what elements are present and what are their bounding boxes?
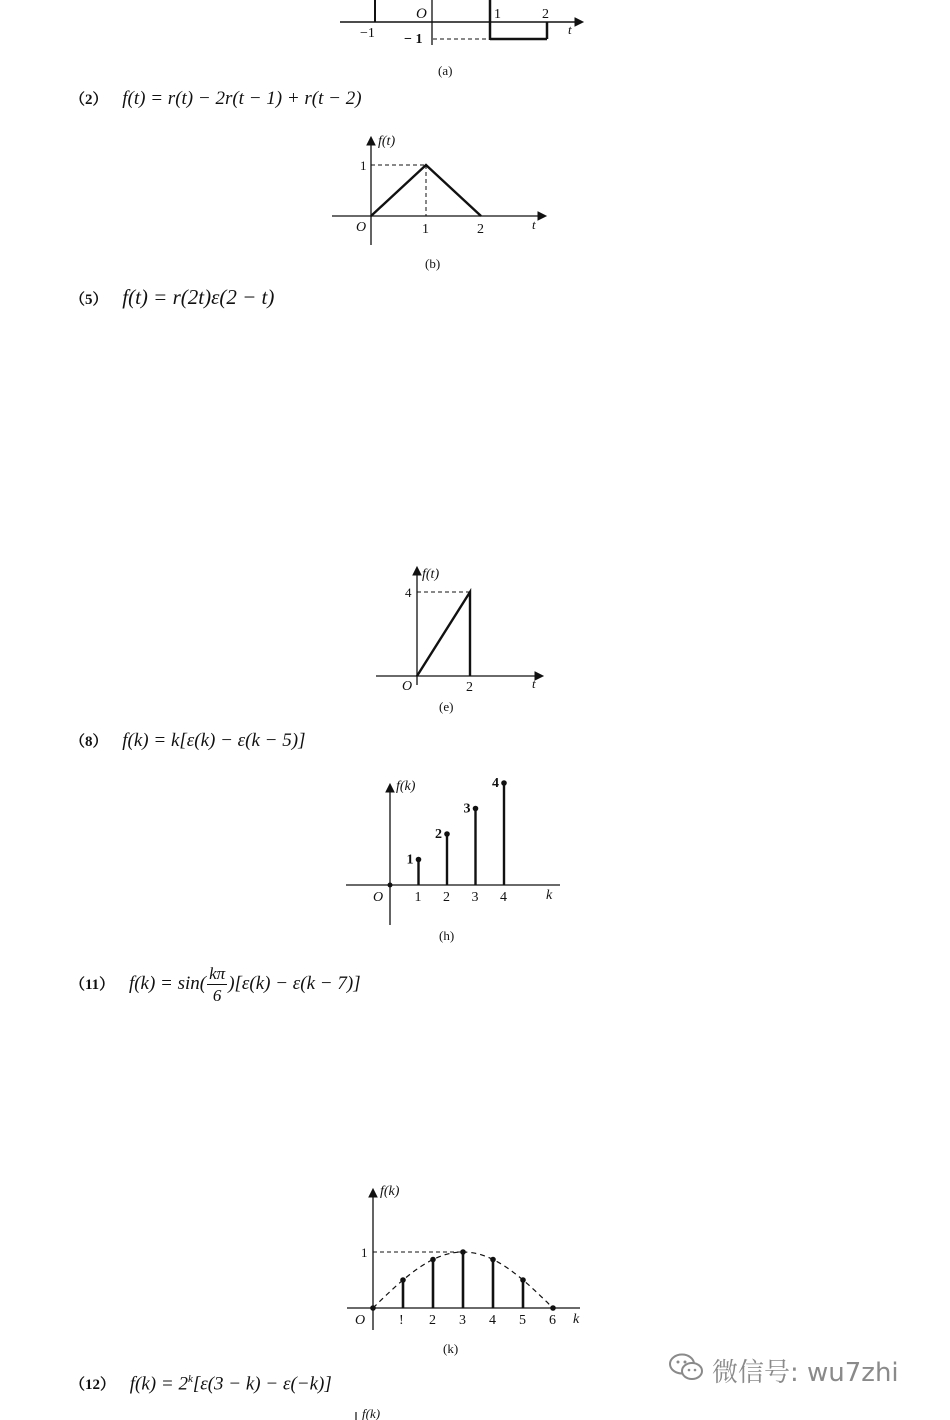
problem-number: （11）	[70, 976, 115, 993]
fig-h-caption: (h)	[439, 928, 455, 943]
fig-b-y1: 1	[360, 158, 367, 173]
fig-k-stem-dot	[490, 1257, 496, 1263]
fig-a-tick-1: 1	[494, 7, 501, 22]
fig-k-tick-label: 3	[459, 1313, 466, 1328]
problem-expression-suffix: [ε(3 − k) − ε(−k)]	[192, 1373, 332, 1395]
fig-h-stem-dot	[444, 831, 450, 837]
fig-e-ylabel: f(t)	[422, 567, 440, 582]
fraction-denominator: 6	[212, 986, 222, 1005]
fig-k-stem-dot	[430, 1257, 436, 1263]
fig-h-stem-dot	[501, 780, 507, 786]
fig-k-caption: (k)	[443, 1341, 459, 1356]
fig-k-stem-dot	[460, 1249, 466, 1255]
problem-expression: f(t) = r(t) − 2r(t − 1) + r(t − 2)	[122, 88, 362, 109]
fig-h-stem-dot	[473, 806, 479, 812]
fig-e-x2: 2	[466, 680, 473, 695]
fig-e-y4: 4	[405, 585, 412, 600]
fraction-numerator: kπ	[209, 964, 226, 983]
fig-e-axis-t: t	[532, 676, 536, 691]
problem-expression: f(k) = k[ε(k) − ε(k − 5)]	[122, 730, 306, 751]
fig-k-y1: 1	[361, 1245, 368, 1260]
wechat-icon	[668, 1352, 704, 1389]
fig-k-ylabel: f(k)	[380, 1184, 400, 1199]
figure-e	[0, 555, 950, 725]
problem-11	[70, 965, 361, 1004]
fig-b-axis-t: t	[532, 217, 536, 232]
fig-k-origin: O	[355, 1313, 366, 1328]
fig-b-caption: (b)	[425, 256, 441, 271]
fig-a-tick-neg1y: − 1	[404, 32, 423, 47]
fig-a-origin: O	[416, 6, 427, 22]
fig-h-tick-label: 2	[443, 890, 450, 905]
fig-b-origin: O	[356, 220, 367, 235]
problem-expression-suffix: )[ε(k) − ε(k − 7)]	[228, 972, 361, 994]
problem-expression: f(t) = r(2t)ε(2 − t)	[122, 285, 275, 309]
fig-k-axis-k: k	[573, 1312, 580, 1327]
fig-e-caption: (e)	[439, 699, 454, 714]
fig-e-line	[417, 592, 470, 676]
fig-k-tick-label: !	[399, 1313, 404, 1328]
fig-a-tick-2: 2	[542, 7, 549, 22]
fig-a-axis-t: t	[568, 22, 572, 37]
problem-8	[70, 730, 305, 752]
problem-number: （5）	[70, 292, 108, 308]
fig-e-origin: O	[402, 679, 413, 694]
fig-a-caption: (a)	[438, 63, 453, 78]
fig-h-data-label: 4	[492, 776, 499, 791]
problem-expression-sup: k	[187, 1373, 193, 1385]
fig-h-tick-label: 1	[414, 890, 422, 905]
fig-k-tick-label: 5	[519, 1313, 526, 1328]
fig-a-tick-neg1: −1	[360, 26, 375, 41]
fig-h-origin-dot	[388, 883, 393, 888]
fig-k-stem-dot	[370, 1305, 376, 1311]
figure-b	[0, 125, 950, 275]
fig-h-tick-label: 4	[500, 890, 507, 905]
fig-bottom-ylabel: f(k)	[362, 1406, 381, 1420]
fig-h-tick-label: 3	[471, 890, 479, 905]
problem-5	[70, 285, 274, 310]
fig-k-stem-dot	[400, 1277, 406, 1283]
fig-b-x1: 1	[422, 222, 429, 237]
problem-expression-prefix: f(k) = sin(	[128, 972, 207, 994]
fig-h-axis-k: k	[546, 888, 553, 903]
fig-k-tick-label: 2	[429, 1313, 436, 1328]
fig-b-x2: 2	[477, 222, 484, 237]
fig-h-data-label: 3	[463, 801, 471, 817]
fig-k-tick-label: 4	[489, 1313, 496, 1328]
fig-h-data-label: 1	[406, 852, 414, 868]
fig-k-stem-dot	[520, 1277, 526, 1283]
problem-expression-prefix: f(k) = 2	[129, 1373, 188, 1395]
fig-b-ylabel: f(t)	[378, 134, 396, 149]
watermark-text: 微信号: wu7zhi	[712, 1358, 899, 1388]
figure-k	[0, 1175, 950, 1365]
problem-2	[70, 88, 362, 110]
fig-h-ylabel: f(k)	[396, 779, 416, 794]
figure-bottom-partial	[0, 1400, 950, 1420]
fig-h-stem-dot	[416, 857, 422, 863]
fig-h-data-label: 2	[435, 827, 442, 842]
problem-number: （12）	[70, 1377, 116, 1394]
wechat-watermark	[668, 1352, 899, 1389]
fig-k-stem-dot	[550, 1305, 556, 1311]
figure-a	[0, 0, 950, 90]
fig-k-tick-label: 6	[549, 1313, 556, 1328]
problem-number: （2）	[70, 92, 108, 108]
problem-number: （8）	[70, 734, 108, 750]
fraction	[207, 965, 227, 1004]
fig-h-origin: O	[373, 890, 384, 905]
figure-h	[0, 770, 950, 950]
problem-12	[70, 1373, 332, 1395]
